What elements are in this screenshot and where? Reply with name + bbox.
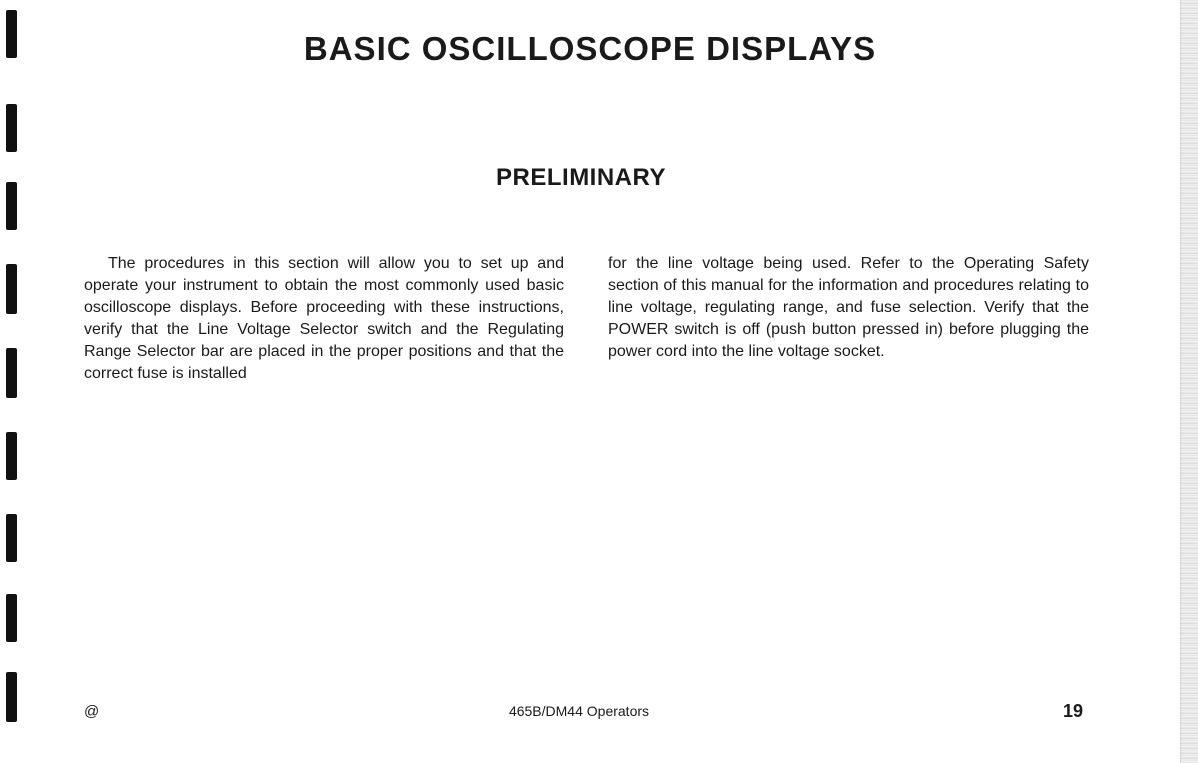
- binding-hole-mark: [6, 264, 17, 314]
- body-column-left: The procedures in this section will allow you to set up and operate your instrument to obtain the most commonly used basic oscilloscope displays. Before proceeding with these instructions, verify that the Line Voltage Selector switch and the Regulating Range Selector bar are placed in the proper positions and that the correct fuse is installed: [84, 255, 564, 382]
- footer-symbol: @: [84, 703, 100, 720]
- binding-hole-mark: [6, 514, 17, 562]
- binding-hole-mark: [6, 594, 17, 642]
- page-number: 19: [1063, 701, 1084, 721]
- section-heading: PRELIMINARY: [496, 164, 666, 191]
- page-edge-texture: [1180, 0, 1198, 763]
- binding-hole-mark: [6, 348, 17, 398]
- binding-hole-mark: [6, 104, 17, 152]
- page-title: BASIC OSCILLOSCOPE DISPLAYS: [303, 30, 877, 67]
- body-column-right: for the line voltage being used. Refer to the Operating Safety section of this manual for the information and procedures relating to line voltage, regulating range, and fuse selection. Verify that the POWER switch is off (push button pressed in) before plugging the power cord into the line voltage socket.: [608, 255, 1089, 360]
- binding-hole-mark: [6, 432, 17, 480]
- footer-manual-name: 465B/DM44 Operators: [508, 703, 650, 719]
